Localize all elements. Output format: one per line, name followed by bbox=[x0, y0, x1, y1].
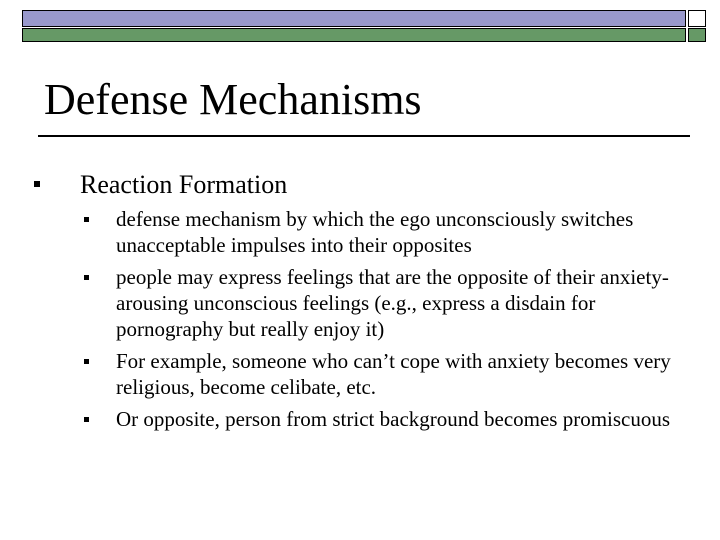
sub-bullet-list bbox=[82, 206, 682, 438]
square-bullet-icon bbox=[84, 359, 89, 364]
header-decoration bbox=[22, 10, 706, 42]
sub-bullet-text: people may express feelings that are the opposite of their anxiety-arousing unconscious feelings (e.g., express a disdain for pornography but really enjoy it) bbox=[116, 265, 669, 341]
header-bottom-bar bbox=[22, 28, 686, 42]
slide-title: Defense Mechanisms bbox=[44, 75, 422, 124]
header-top-bar bbox=[22, 10, 686, 27]
square-bullet-icon bbox=[84, 217, 89, 222]
sub-bullet-item bbox=[82, 406, 682, 432]
header-corner-box-top bbox=[688, 10, 706, 27]
sub-bullet-text: Or opposite, person from strict background becomes promiscuous bbox=[116, 407, 671, 431]
title-divider bbox=[38, 135, 690, 137]
header-corner-box-bottom bbox=[688, 28, 706, 42]
square-bullet-icon bbox=[84, 275, 89, 280]
sub-bullet-item bbox=[82, 264, 682, 342]
main-bullet-text: Reaction Formation bbox=[80, 170, 288, 199]
sub-bullet-text: For example, someone who can’t cope with anxiety becomes very religious, become celibate, etc. bbox=[116, 349, 671, 399]
sub-bullet-text: defense mechanism by which the ego unconsciously switches unacceptable impulses into their opposites bbox=[116, 207, 634, 257]
square-bullet-icon bbox=[84, 417, 89, 422]
sub-bullet-item bbox=[82, 348, 682, 400]
square-bullet-icon bbox=[34, 181, 40, 187]
sub-bullet-item bbox=[82, 206, 682, 258]
